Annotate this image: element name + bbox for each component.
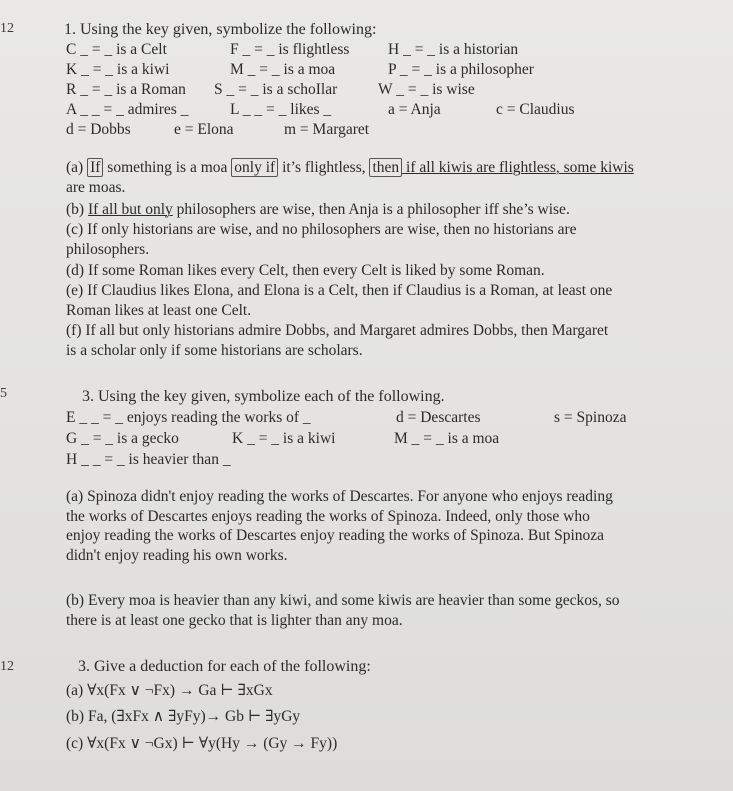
key-H: H _ = _ is a historian: [388, 41, 519, 58]
deduction-b: (b) Fa, (∃xFx ∧ ∃yFy)→ Gb ⊢ ∃yGy: [66, 708, 301, 725]
key-K2: K _ = _ is a kiwi: [232, 430, 336, 447]
key-d: d = Dobbs: [66, 121, 131, 138]
key-spinoza: s = Spinoza: [554, 409, 627, 426]
margin-score-3: 12: [0, 659, 14, 674]
problem-1f: (f) If all but only historians admire Dobbs, and Margaret admires Dobbs, then Margaret is a scholar only if some historians are scholars.: [66, 322, 609, 359]
annotation-box-only-if: only if: [231, 158, 278, 177]
key-K: K _ = _ is a kiwi: [66, 61, 170, 78]
key-P: P _ = _ is a philosopher: [388, 61, 534, 78]
problem-1d: (d) If some Roman likes every Celt, then every Celt is liked by some Roman.: [66, 262, 545, 279]
annotation-underline-clause: if all kiwis are flightless, some kiwis: [402, 159, 634, 176]
problem-3a: (a) Spinoza didn't enjoy reading the works of Descartes. For anyone who enjoys reading the works of Descartes enjoys reading the works of Spinoza. Indeed, only those who enjoy reading the works of Descartes enjoy reading the works of Spinoza. But Spinoza didn't enjoy reading his own works.: [66, 488, 613, 564]
key-A: A _ _ = _ admires _: [66, 101, 189, 118]
key-E: E _ _ = _ enjoys reading the works of _: [66, 409, 311, 426]
problem-1c: (c) If only historians are wise, and no philosophers are wise, then no historians are philosophers.: [66, 221, 577, 258]
key-L: L _ _ = _ likes _: [230, 101, 332, 118]
deduction-a: (a) ∀x(Fx ∨ ¬Fx) → Ga ⊢ ∃xGx: [66, 682, 273, 699]
annotation-box-then: then: [369, 158, 402, 177]
key-R: R _ = _ is a Roman: [66, 81, 186, 98]
key-e: e = Elona: [174, 121, 234, 138]
margin-score-1: 12: [0, 21, 14, 36]
problem-1a: (a) If something is a moa only if it’s flightless, then if all kiwis are flightless, some kiwis are moas.: [66, 159, 634, 196]
key-M: M _ = _ is a moa: [230, 61, 336, 78]
key-M2: M _ = _ is a moa: [394, 430, 500, 447]
key-G: G _ = _ is a gecko: [66, 430, 179, 447]
key-descartes: d = Descartes: [396, 409, 481, 426]
key-S: S _ = _ is a schoIlar: [214, 81, 338, 98]
key-c: c = Claudius: [496, 101, 575, 118]
key-C: C _ = _ is a Celt: [66, 41, 167, 58]
problem-1b: (b) If all but only philosophers are wise, then Anja is a philosopher iff she’s wise.: [66, 201, 570, 218]
key-W: W _ = _ is wise: [378, 81, 475, 98]
problem-1e: (e) If Claudius likes Elona, and Elona is a Celt, then if Claudius is a Roman, at least one Roman likes at least one Celt.: [66, 282, 613, 319]
key-H2: H _ _ = _ is heavier than _: [66, 451, 231, 468]
annotation-box-if: If: [87, 158, 103, 177]
deduction-c: (c) ∀x(Fx ∨ ¬Gx) ⊢ ∀y(Hy → (Gy → Fy)): [66, 735, 338, 752]
annotation-underline-all-but-only: If all but only: [87, 201, 173, 218]
key-F: F _ = _ is flightless: [230, 41, 350, 58]
section3-heading: 3. Give a deduction for each of the following:: [78, 658, 371, 675]
section2-heading: 3. Using the key given, symbolize each of the following.: [82, 388, 445, 405]
margin-score-2: 5: [0, 386, 7, 401]
key-a: a = Anja: [388, 101, 441, 118]
section1-heading: 1. Using the key given, symbolize the following:: [64, 21, 377, 38]
problem-3b: (b) Every moa is heavier than any kiwi, and some kiwis are heavier than some geckos, so there is at least one gecko that is lighter than any moa.: [66, 592, 620, 629]
key-m: m = Margaret: [284, 121, 370, 138]
